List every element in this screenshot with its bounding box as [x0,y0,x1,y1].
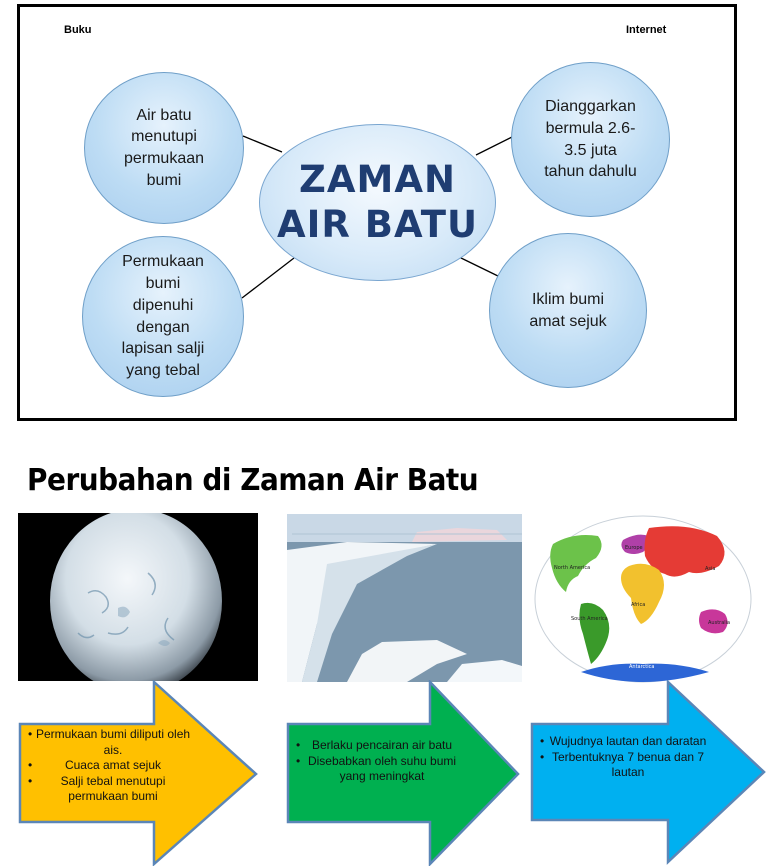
bubble-bottom-left [82,236,244,397]
center-topic-line1: ZAMAN [299,158,456,202]
bubble-bottom-right [489,233,647,388]
bubble-top-right-text: Dianggarkan bermula 2.6- 3.5 juta tahun dahulu [544,98,637,181]
map-label-south-america: South America [571,616,608,622]
center-topic-line2: AIR BATU [276,202,479,246]
map-label-europe: Europe [625,545,643,551]
world-map-image [533,514,753,684]
label-internet: Internet [626,24,667,36]
bubble-bottom-left-text: Permukaan bumi dipenuhi dengan lapisan salji yang tebal [121,253,205,379]
arrow-blue-bullet: • Wujudnya lautan dan daratan [542,734,714,750]
map-label-north-america: North America [554,565,591,571]
map-label-australia: Australia [708,620,731,626]
arrow-blue-text [542,734,714,781]
icy-earth-image [18,513,258,681]
bubble-bottom-right-text: Iklim bumi amat sejuk [529,290,607,330]
arrow-green-text [298,738,466,785]
map-label-africa: Africa [631,602,646,608]
center-topic [259,124,496,281]
arrow-yellow-bullet: • Cuaca amat sejuk [30,758,196,774]
glacier-image [287,514,522,682]
bubble-top-right [511,62,670,217]
bubble-top-left-text: Air batu menutupi permukaan bumi [123,106,205,189]
label-buku: Buku [64,24,92,36]
arrow-green-bullet: • Disebabkan oleh suhu bumi yang meningkat [298,754,466,785]
map-label-asia: Asia [705,566,716,572]
arrow-blue-bullet: • Terbentuknya 7 benua dan 7 lautan [542,750,714,781]
arrow-yellow-text [30,727,196,805]
section-title: Perubahan di Zaman Air Batu [27,463,479,498]
arrow-green-bullet: • Berlaku pencairan air batu [298,738,466,754]
map-label-antarctica: Antarctica [629,664,655,670]
bubble-top-left [84,72,244,224]
arrow-yellow-bullet: • Permukaan bumi diliputi oleh ais. [30,727,196,758]
arrow-yellow-bullet: • Salji tebal menutupi permukaan bumi [30,774,196,805]
